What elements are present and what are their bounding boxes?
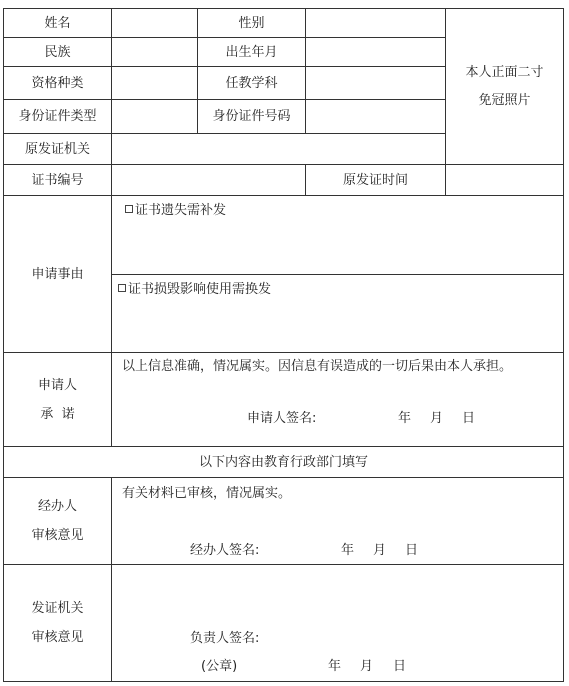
pledge-box [111,352,564,447]
reason-option-lost-label: 证书遗失需补发 [135,203,227,218]
responsible-signature-label: 负责人签名: [190,631,260,646]
reason-option-damaged-text [118,283,271,296]
name-label: 姓名 [3,8,112,38]
photo-label-line2: 免冠照片 [478,92,531,108]
ethnicity-field[interactable] [111,37,198,67]
handler-review-box [111,477,564,565]
cert-type-label: 资格种类 [3,66,112,100]
issuer-month-label: 月 [360,659,374,674]
handler-review-text: 有关材料已审核，情况属实。 [122,486,292,501]
issue-date-field[interactable] [445,164,564,196]
photo-box[interactable] [445,8,564,165]
issuer-day-label: 日 [393,659,407,674]
pledge-label [3,352,112,447]
cert-type-field[interactable] [111,66,198,100]
reason-label: 申请事由 [3,195,112,353]
subject-label: 任教学科 [197,66,306,100]
handler-review-label [3,477,112,565]
issuer-review-label-line2: 审核意见 [31,630,84,645]
pledge-label-line1: 申请人 [37,377,77,393]
issuer-review-box [111,564,564,682]
handler-year-label: 年 [341,543,355,558]
applicant-year-label: 年 [398,411,412,426]
checkbox-icon[interactable] [125,205,133,213]
gender-field[interactable] [305,8,446,38]
cert-number-label: 证书编号 [3,164,112,196]
id-type-field[interactable] [111,99,198,134]
checkbox-icon[interactable] [118,284,126,292]
issue-date-label: 原发证时间 [305,164,446,196]
handler-review-label-line1: 经办人 [37,499,77,514]
birth-label: 出生年月 [197,37,306,67]
issuer-field[interactable] [111,133,446,165]
id-number-label: 身份证件号码 [197,99,306,134]
id-number-field[interactable] [305,99,446,134]
handler-month-label: 月 [373,543,387,558]
photo-instructions [465,59,543,115]
applicant-month-label: 月 [430,411,444,426]
birth-field[interactable] [305,37,446,67]
pledge-text: 以上信息准确，情况属实。因信息有误造成的一切后果由本人承担。 [122,359,513,374]
cert-number-field[interactable] [111,164,306,196]
handler-review-label-line2: 审核意见 [31,528,84,543]
reason-option-lost[interactable] [111,195,564,275]
reason-option-lost-text [125,204,226,217]
gender-label: 性别 [197,8,306,38]
ethnicity-label: 民族 [3,37,112,67]
applicant-day-label: 日 [462,411,476,426]
reason-option-damaged[interactable] [111,274,564,353]
official-seal-label: (公章) [201,659,238,674]
reason-option-damaged-label: 证书损毁影响使用需换发 [128,282,272,297]
issuer-review-label-line1: 发证机关 [31,601,84,616]
dept-note: 以下内容由教育行政部门填写 [3,446,564,478]
handler-day-label: 日 [405,543,419,558]
pledge-label-line2: 承 诺 [40,406,75,422]
handler-signature-label: 经办人签名: [190,543,260,558]
id-type-label: 身份证件类型 [3,99,112,134]
issuer-review-label [3,564,112,682]
photo-label-line1: 本人正面二寸 [465,64,544,80]
issuer-label: 原发证机关 [3,133,112,165]
name-field[interactable] [111,8,198,38]
issuer-year-label: 年 [328,659,342,674]
applicant-signature-label: 申请人签名: [247,411,317,426]
subject-field[interactable] [305,66,446,100]
